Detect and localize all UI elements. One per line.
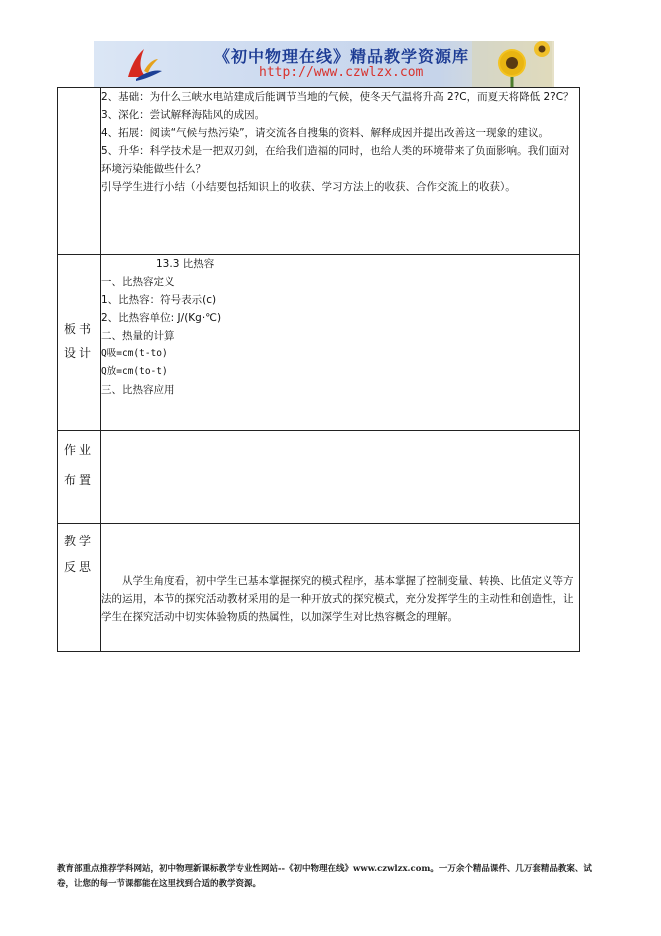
- formula-absorb: Q吸=cm(t-to): [101, 348, 168, 359]
- list-item: 三、比热容应用: [101, 384, 175, 396]
- table-row: [58, 431, 580, 524]
- label-line: 设计: [63, 346, 94, 360]
- list-item: 1、比热容：符号表示(c): [101, 294, 217, 306]
- sunflower-icon: [472, 41, 552, 87]
- page-footer: 教育部重点推荐学科网站，初中物理新课标教学专业性网站--《初中物理在线》www.czwlzx.com。一万余个精品课件、几万套精品教案、试卷，让您的每一节课都能在这里找到合适的教学资源。: [57, 864, 592, 889]
- reflection-label: [58, 524, 101, 652]
- empty-label-cell: [58, 88, 101, 255]
- table-row: [58, 88, 580, 255]
- homework-label: [58, 431, 101, 524]
- header-banner: [94, 41, 554, 87]
- reflection-cell: [101, 524, 580, 652]
- table-row: [58, 524, 580, 652]
- list-item: 一、比热容定义: [101, 276, 175, 288]
- label-line: 布置: [63, 473, 94, 487]
- wave-logo-icon: [124, 47, 164, 83]
- formula-release: Q放=cm(to-t): [101, 366, 168, 377]
- list-item: 2、比热容单位: J/(Kg·℃): [101, 312, 222, 324]
- board-design-cell: [101, 255, 580, 431]
- label-line: 作业: [63, 443, 94, 457]
- list-item: 3、深化：尝试解释海陆风的成因。: [101, 109, 266, 121]
- table-row: [58, 255, 580, 431]
- banner-title: 《初中物理在线》精品教学资源库: [214, 47, 470, 66]
- board-design-label: [58, 255, 101, 431]
- homework-cell: [101, 431, 580, 524]
- reflection-text: 从学生角度看，初中学生已基本掌握探究的模式程序，基本掌握了控制变量、转换、比值定义等方法的运用，本节的探究活动教材采用的是一种开放式的探究模式，充分发挥学生的主动性和创造性，让学生在探究活动中切实体验物质的热属性，以加深学生对比热容概念的理解。: [101, 575, 574, 623]
- lesson-table: [57, 87, 580, 652]
- list-item: 4、拓展：阅读“气候与热污染”，请交流各自搜集的资料、解释成因并提出改善这一现象的建议。: [101, 127, 550, 139]
- list-item: 2、基础：为什么三峡水电站建成后能调节当地的气候，使冬天气温将升高 2?C，而夏天将降低 2?C？: [101, 91, 574, 103]
- list-item: 二、热量的计算: [101, 330, 175, 342]
- label-line: 板书: [63, 322, 94, 336]
- activity-cell: [101, 88, 580, 255]
- board-title: 13.3 比热容: [156, 258, 215, 270]
- list-item: 5、升华：科学技术是一把双刃剑，在给我们造福的同时，也给人类的环境带来了负面影响。我们面对环境污染能做些什么？: [101, 145, 570, 175]
- list-item: 引导学生进行小结（小结要包括知识上的收获、学习方法上的收获、合作交流上的收获）。: [101, 181, 516, 193]
- banner-url[interactable]: http://www.czwlzx.com: [259, 65, 424, 80]
- label-line: 教学: [63, 534, 94, 548]
- label-line: 反思: [63, 560, 94, 574]
